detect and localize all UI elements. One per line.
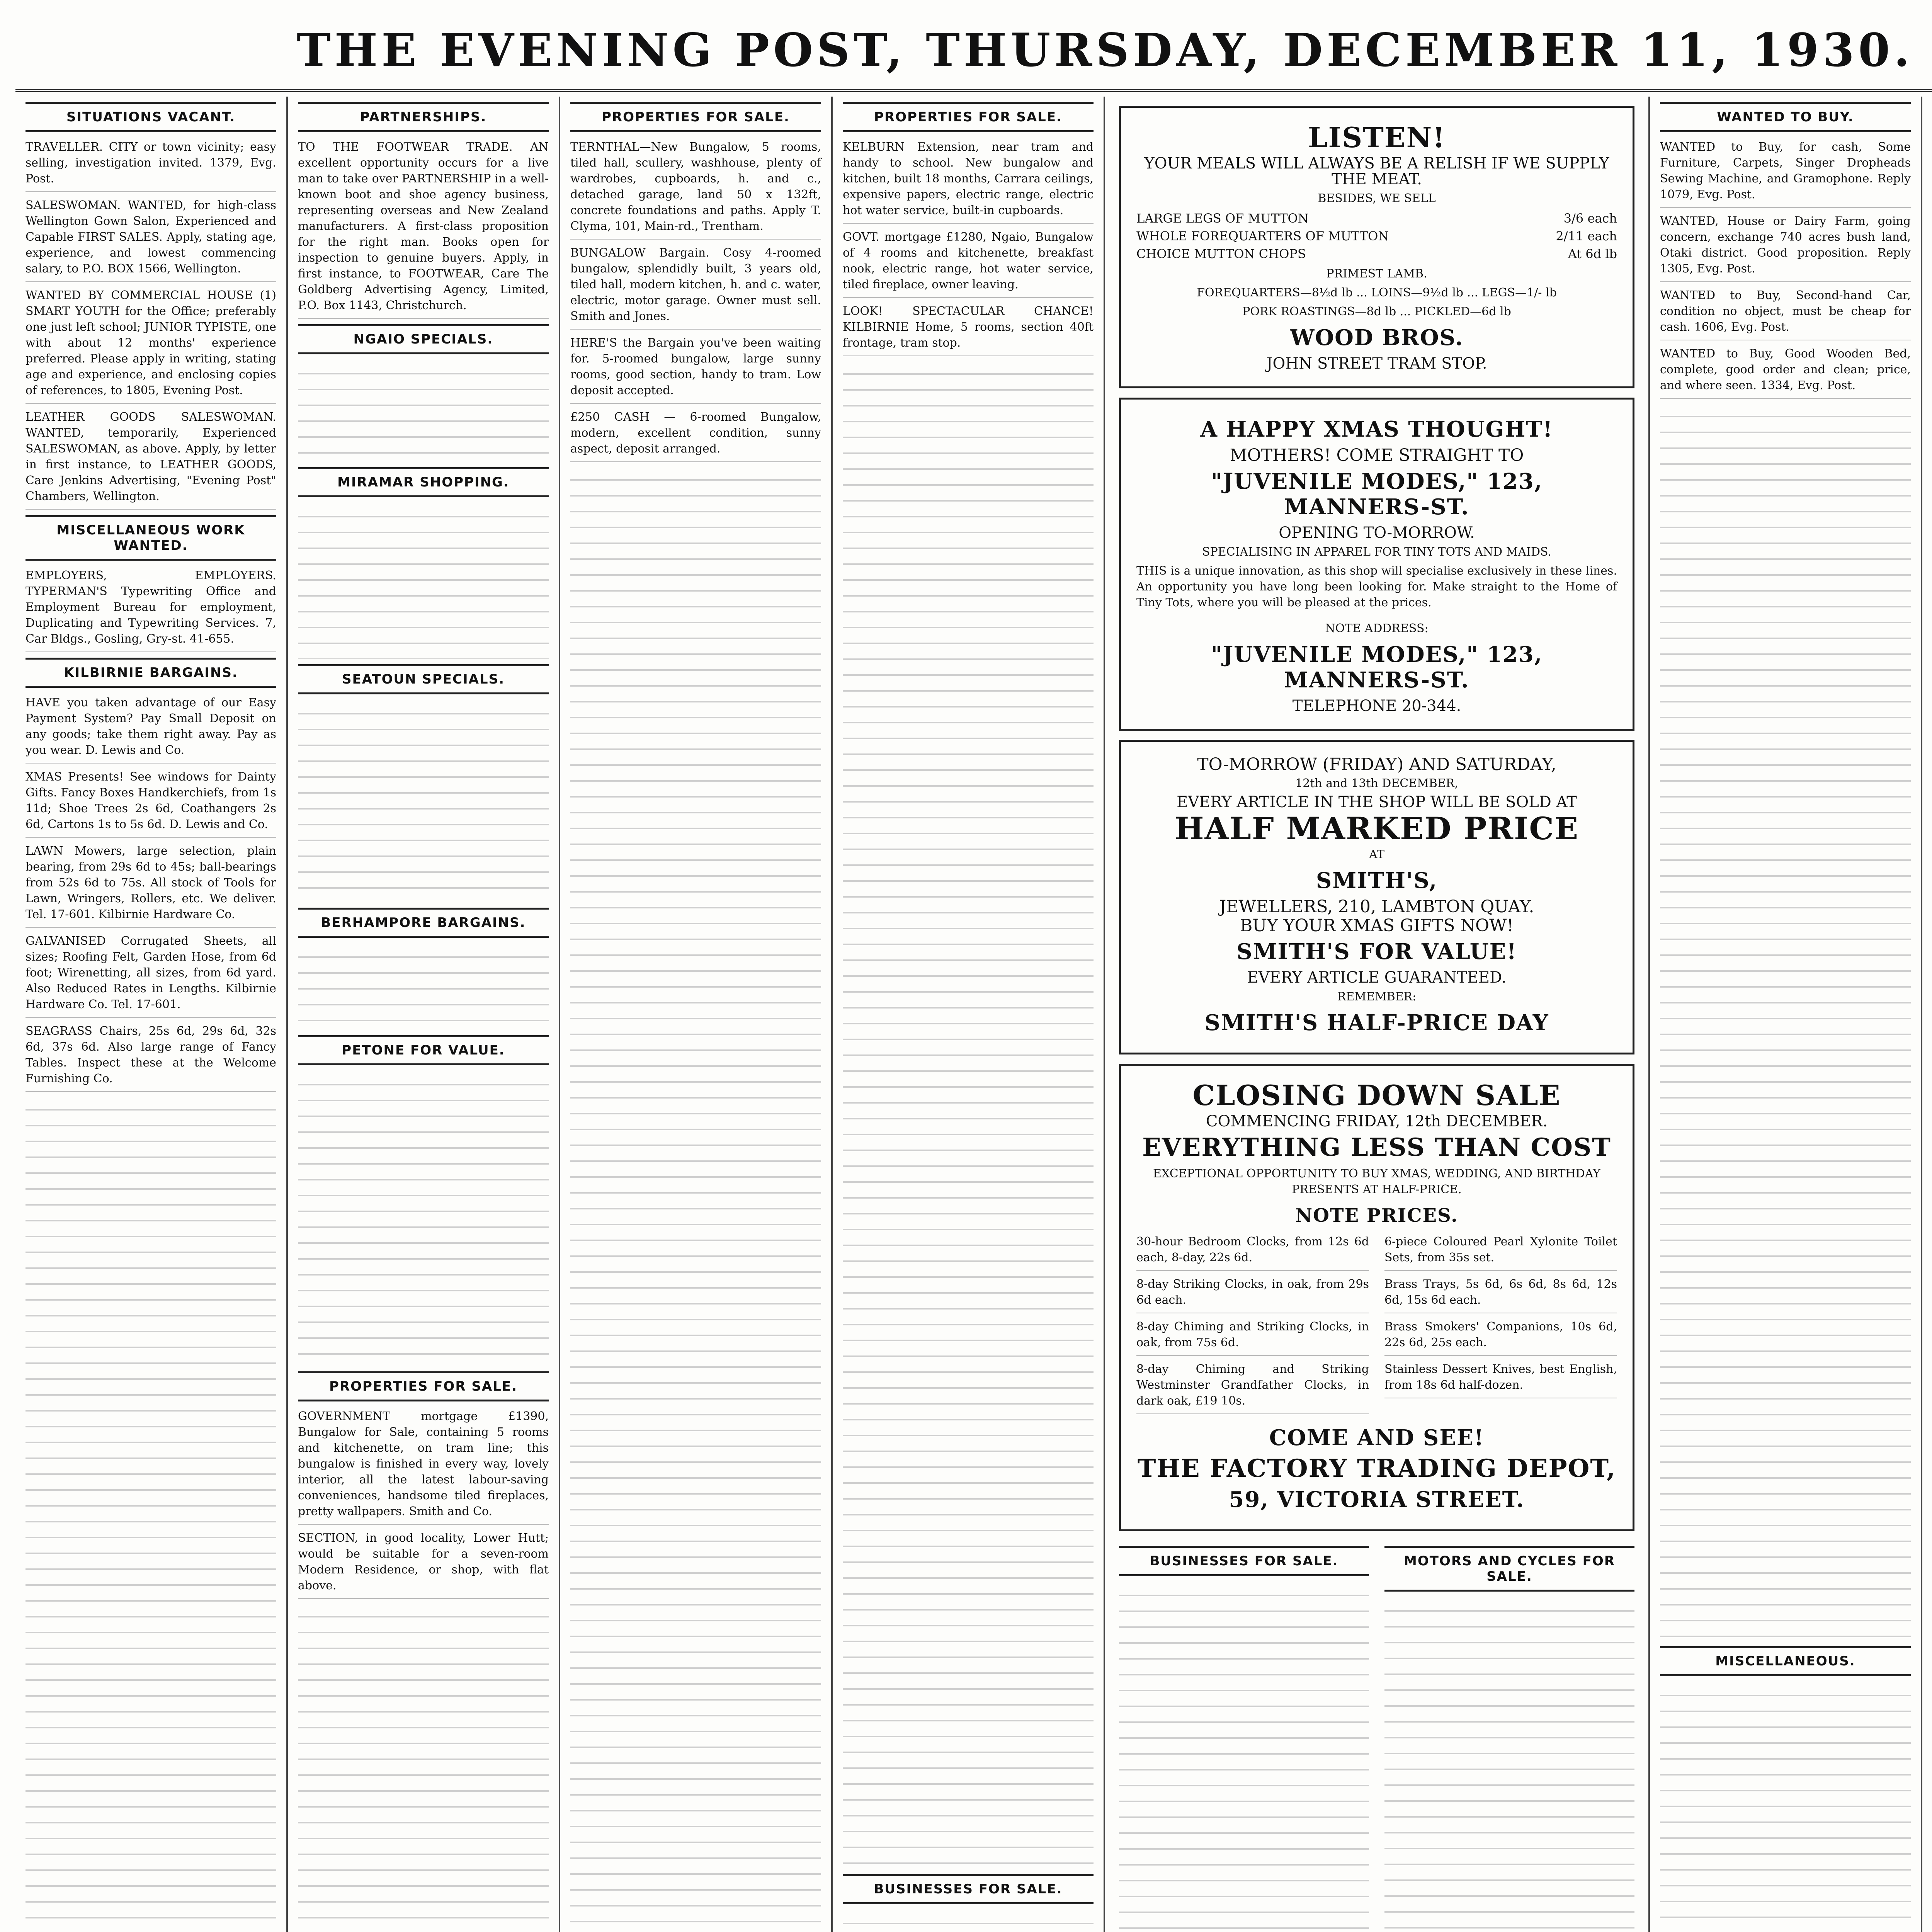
classified-ad: SEAGRASS Chairs, 25s 6d, 29s 6d, 32s 6d, 37s 6d. Also large range of Fancy Tables. Inspect these at the Welcome Furnishing Co. (26, 1023, 276, 1092)
advertiser-address: 59, VICTORIA STREET. (1229, 1487, 1525, 1512)
ad-text: BUY YOUR XMAS GIFTS NOW! (1240, 916, 1514, 935)
column-2 (288, 97, 560, 1932)
price-item: 6-piece Coloured Pearl Xylonite Toilet Sets, from 35s set. (1384, 1234, 1617, 1271)
price-item: 8-day Striking Clocks, in oak, from 29s 6d each. (1136, 1276, 1369, 1313)
section-heading: MOTORS AND CYCLES FOR SALE. (1384, 1546, 1634, 1592)
classified-ad: WANTED to Buy, for cash, Some Furniture, Carpets, Singer Dropheads Sewing Machine, and Gramophone. Reply 1079, Evg. Post. (1660, 139, 1911, 208)
column-1 (15, 97, 288, 1932)
masthead (15, 0, 1932, 92)
section-heading: BUSINESSES FOR SALE. (1119, 1546, 1369, 1576)
section-heading: MISCELLANEOUS. (1660, 1646, 1911, 1676)
classified-ad: BUNGALOW Bargain. Cosy 4-roomed bungalow, splendidly built, 3 years old, tiled hall, modern kitchen, h. and c. water, electric, motor garage. Owner must sell. Smith and Jones. (570, 245, 821, 330)
text-block (298, 504, 549, 659)
price-row: LARGE LEGS OF MUTTON 3/6 each (1136, 211, 1617, 226)
ad-text: EVERY ARTICLE GUARANTEED. (1247, 969, 1507, 986)
advertiser-name: SMITH'S, (1316, 868, 1438, 893)
ad-subhead: TO-MORROW (FRIDAY) AND SATURDAY, (1197, 755, 1556, 774)
text-block (1660, 1683, 1911, 1932)
column-4 (833, 97, 1105, 1932)
ad-headline: HALF MARKED PRICE (1174, 810, 1579, 847)
ad-subhead: YOUR MEALS WILL ALWAYS BE A RELISH IF WE SUPPLY THE MEAT. (1144, 155, 1609, 188)
ad-text: JEWELLERS, 210, LAMBTON QUAY. (1219, 897, 1534, 917)
section-heading: NGAIO SPECIALS. (298, 324, 549, 354)
classified-ad: LOOK! SPECTACULAR CHANCE! KILBIRNIE Home, 5 rooms, section 40ft frontage, tram stop. (843, 303, 1094, 356)
ad-text: 12th and 13th DECEMBER, (1295, 777, 1458, 790)
text-block (26, 1097, 276, 1932)
ad-headline: COME AND SEE! (1269, 1425, 1485, 1451)
classified-ad: GOVT. mortgage £1280, Ngaio, Bungalow of 4 rooms and kitchenette, breakfast nook, electric range, hot water service, tiled fireplace, owner leaving. (843, 229, 1094, 298)
section-heading: WANTED TO BUY. (1660, 102, 1911, 132)
ad-text: PORK ROASTINGS—8d lb ... PICKLED—6d lb (1242, 305, 1511, 318)
classified-ad: HAVE you taken advantage of our Easy Payment System? Pay Small Deposit on any goods; take them right away. Pay as you wear. D. Lewis and Co. (26, 695, 276, 764)
advertiser-name: WOOD BROS. (1290, 325, 1464, 350)
advertiser-name: "JUVENILE MODES," 123, MANNERS-ST. (1211, 469, 1543, 520)
ad-text: AT (1369, 848, 1385, 861)
text-block (298, 1072, 549, 1366)
ad-text: PRIMEST LAMB. (1326, 267, 1427, 281)
price-item: 8-day Chiming and Striking Westminster Grandfather Clocks, in dark oak, £19 10s. (1136, 1361, 1369, 1414)
section-heading: KILBIRNIE BARGAINS. (26, 658, 276, 688)
ad-text: OPENING TO-MORROW. (1279, 524, 1475, 542)
text-block (298, 701, 549, 902)
ad-headline: SMITH'S FOR VALUE! (1236, 939, 1517, 964)
price-item: 8-day Chiming and Striking Clocks, in oak, from 75s 6d. (1136, 1319, 1369, 1356)
classified-ad: TRAVELLER. CITY or town vicinity; easy selling, investigation invited. 1379, Evg. Post. (26, 139, 276, 192)
text-block (298, 1604, 549, 1932)
classified-ad: EMPLOYERS, EMPLOYERS. TYPERMAN'S Typewriting Office and Employment Bureau for employment, Duplicating and Typewriting Services. 7, Car Bldgs., Gosling, Gry-st. 41-655. (26, 568, 276, 652)
price-item: Stainless Dessert Knives, best English, from 18s 6d half-dozen. (1384, 1361, 1617, 1398)
ad-subhead: MOTHERS! COME STRAIGHT TO (1230, 446, 1524, 465)
classified-ad: SECTION, in good locality, Lower Hutt; would be suitable for a seven-room Modern Residence, or shop, with flat above. (298, 1530, 549, 1599)
text-block (1384, 1599, 1634, 1932)
text-block (1119, 1583, 1369, 1932)
classified-ad: LAWN Mowers, large selection, plain bearing, from 29s 6d to 45s; ball-bearings from 52s 6d to 75s. All stock of Tools for Lawn, Wringers, Rollers, etc. We deliver. Tel. 17-601. Kilbirnie Hardware Co. (26, 843, 276, 928)
price-item: Brass Trays, 5s 6d, 6s 6d, 8s 6d, 12s 6d, 15s 6d each. (1384, 1276, 1617, 1313)
masthead-title: THE EVENING POST, THURSDAY, DECEMBER 11, 1930. (296, 23, 1914, 77)
ad-text: FOREQUARTERS—8½d lb ... LOINS—9½d lb ... LEGS—1/- lb (1197, 286, 1557, 299)
factory-trading-ad (1119, 1064, 1634, 1531)
classified-ad: LEATHER GOODS SALESWOMAN. WANTED, temporarily, Experienced SALESWOMAN, as above. Apply, by letter in first instance, to LEATHER GOODS, Care Jenkins Advertising, "Evening Post" Chambers, Wellington. (26, 409, 276, 510)
ad-text: THIS is a unique innovation, as this shop will specialise exclusively in these lines. An opportunity you have long been looking for. Make straight to the Home of Tiny Tots, where you will be pleased at the prices. (1136, 564, 1617, 609)
section-heading: MIRAMAR SHOPPING. (298, 467, 549, 497)
ad-text: EVERY ARTICLE IN THE SHOP WILL BE SOLD AT (1177, 793, 1577, 811)
ad-text: REMEMBER: (1337, 990, 1417, 1003)
section-heading: MISCELLANEOUS WORK WANTED. (26, 515, 276, 561)
classified-ad: £250 CASH — 6-roomed Bungalow, modern, excellent condition, sunny aspect, deposit arranged. (570, 409, 821, 462)
price-list (1136, 1234, 1617, 1420)
section-heading: SEATOUN SPECIALS. (298, 664, 549, 694)
advertiser-address: "JUVENILE MODES," 123, MANNERS-ST. (1211, 642, 1543, 693)
classified-ad: GOVERNMENT mortgage £1390, Bungalow for Sale, containing 5 rooms and kitchenette, on tram line; this bungalow is finished in every way, lovely interior, all the latest labour-saving conveniences, handsome tiled fireplaces, pretty wallpapers. Smith and Co. (298, 1408, 549, 1525)
text-block (843, 1911, 1094, 1932)
text-block (570, 468, 821, 1932)
section-heading: PROPERTIES FOR SALE. (570, 102, 821, 132)
display-advertisements (1105, 97, 1650, 1932)
classified-ad: GALVANISED Corrugated Sheets, all sizes; Roofing Felt, Garden Hose, from 6d foot; Wirenetting, all sizes, from 6d yard. Also Reduced Rates in Lengths. Kilbirnie Hardware Co. Tel. 17-601. (26, 933, 276, 1018)
section-heading: SITUATIONS VACANT. (26, 102, 276, 132)
section-heading: PETONE FOR VALUE. (298, 1035, 549, 1065)
ad-headline: LISTEN! (1308, 121, 1446, 154)
classified-ad: SALESWOMAN. WANTED, for high-class Wellington Gown Salon, Experienced and Capable FIRST SALES. Apply, stating age, experience, and lowest commencing salary, to P.O. BOX 1566, Wellington. (26, 197, 276, 282)
section-heading: BERHAMPORE BARGAINS. (298, 908, 549, 938)
classified-ad: XMAS Presents! See windows for Dainty Gifts. Fancy Boxes Handkerchiefs, from 1s 11d; Shoe Trees 2s 6d, Coathangers 2s 6d, Cartons 1s to 5s 6d. D. Lewis and Co. (26, 769, 276, 838)
column-8 (1922, 97, 1932, 1932)
ad-text: NOTE ADDRESS: (1325, 622, 1429, 635)
section-heading: BUSINESSES FOR SALE. (843, 1874, 1094, 1904)
classified-ad: KELBURN Extension, near tram and handy to school. New bungalow and kitchen, built 18 months, Carrara ceilings, expensive papers, electric range, electric hot water service, built-in cupboards. (843, 139, 1094, 224)
ad-headline: A HAPPY XMAS THOUGHT! (1200, 417, 1553, 442)
column-3 (560, 97, 833, 1932)
ad-text: TELEPHONE 20-344. (1292, 697, 1461, 715)
classified-ad: TO THE FOOTWEAR TRADE. AN excellent opportunity occurs for a live man to take over PARTNERSHIP in a well-known boot and shoe agency business, representing overseas and New Zealand manufacturers. A first-class proposition for the right man. Books open for inspection to genuine buyers. Apply, in first instance, to FOOTWEAR, Care The Goldberg Advertising Agency, Limited, P.O. Box 1143, Christchurch. (298, 139, 549, 319)
classified-ad: HERE'S the Bargain you've been waiting for. 5-roomed bungalow, large sunny rooms, good section, handy to tram. Low deposit accepted. (570, 335, 821, 404)
ad-text: SPECIALISING IN APPAREL FOR TINY TOTS AND MAIDS. (1202, 545, 1552, 559)
text-block (843, 362, 1094, 1869)
ad-subhead: NOTE PRICES. (1295, 1205, 1458, 1226)
section-heading: PROPERTIES FOR SALE. (843, 102, 1094, 132)
juvenile-modes-ad (1119, 398, 1634, 731)
text-block (1660, 404, 1911, 1641)
ad-headline: EVERYTHING LESS THAN COST (1142, 1133, 1611, 1162)
lower-classifieds (1119, 1541, 1634, 1932)
classified-ad: TERNTHAL—New Bungalow, 5 rooms, tiled hall, scullery, washhouse, plenty of wardrobes, cupboards, h. and c., detached garage, land 50 x 132ft, concrete foundations and paths. Apply T. Clyma, 101, Main-rd., Trentham. (570, 139, 821, 240)
text-block (298, 945, 549, 1030)
column-7 (1650, 97, 1922, 1932)
ad-text: BESIDES, WE SELL (1318, 192, 1436, 205)
ad-text: JOHN STREET TRAM STOP. (1266, 355, 1487, 372)
advertiser-name: THE FACTORY TRADING DEPOT, (1137, 1454, 1616, 1483)
smiths-ad (1119, 740, 1634, 1054)
ad-headline: SMITH'S HALF-PRICE DAY (1204, 1010, 1549, 1036)
section-heading: PARTNERSHIPS. (298, 102, 549, 132)
price-row: WHOLE FOREQUARTERS OF MUTTON 2/11 each (1136, 229, 1617, 243)
classified-ad: WANTED, House or Dairy Farm, going concern, exchange 740 acres bush land, Otaki district. Good proposition. Reply 1305, Evg. Post. (1660, 213, 1911, 282)
price-row: CHOICE MUTTON CHOPS At 6d lb (1136, 247, 1617, 261)
price-item: Brass Smokers' Companions, 10s 6d, 22s 6d, 25s each. (1384, 1319, 1617, 1356)
classified-ad: WANTED BY COMMERCIAL HOUSE (1) SMART YOUTH for the Office; preferably one just left school; JUNIOR TYPISTE, one with about 12 months' experience preferred. Please apply in writing, stating age and experience, and enclosing copies of references, to 1805, Evening Post. (26, 287, 276, 404)
section-heading: PROPERTIES FOR SALE. (298, 1371, 549, 1401)
classified-ad: WANTED to Buy, Second-hand Car, condition no object, must be cheap for cash. 1606, Evg. Post. (1660, 287, 1911, 340)
text-block (298, 361, 549, 462)
price-item: 30-hour Bedroom Clocks, from 12s 6d each, 8-day, 22s 6d. (1136, 1234, 1369, 1271)
wood-bros-ad (1119, 106, 1634, 388)
ad-text: EXCEPTIONAL OPPORTUNITY TO BUY XMAS, WEDDING, AND BIRTHDAY PRESENTS AT HALF-PRICE. (1153, 1167, 1600, 1196)
ad-text: COMMENCING FRIDAY, 12th DECEMBER. (1206, 1112, 1548, 1130)
classified-ad: WANTED to Buy, Good Wooden Bed, complete, good order and clean; price, and where seen. 1334, Evg. Post. (1660, 346, 1911, 399)
ad-headline: CLOSING DOWN SALE (1192, 1079, 1561, 1112)
